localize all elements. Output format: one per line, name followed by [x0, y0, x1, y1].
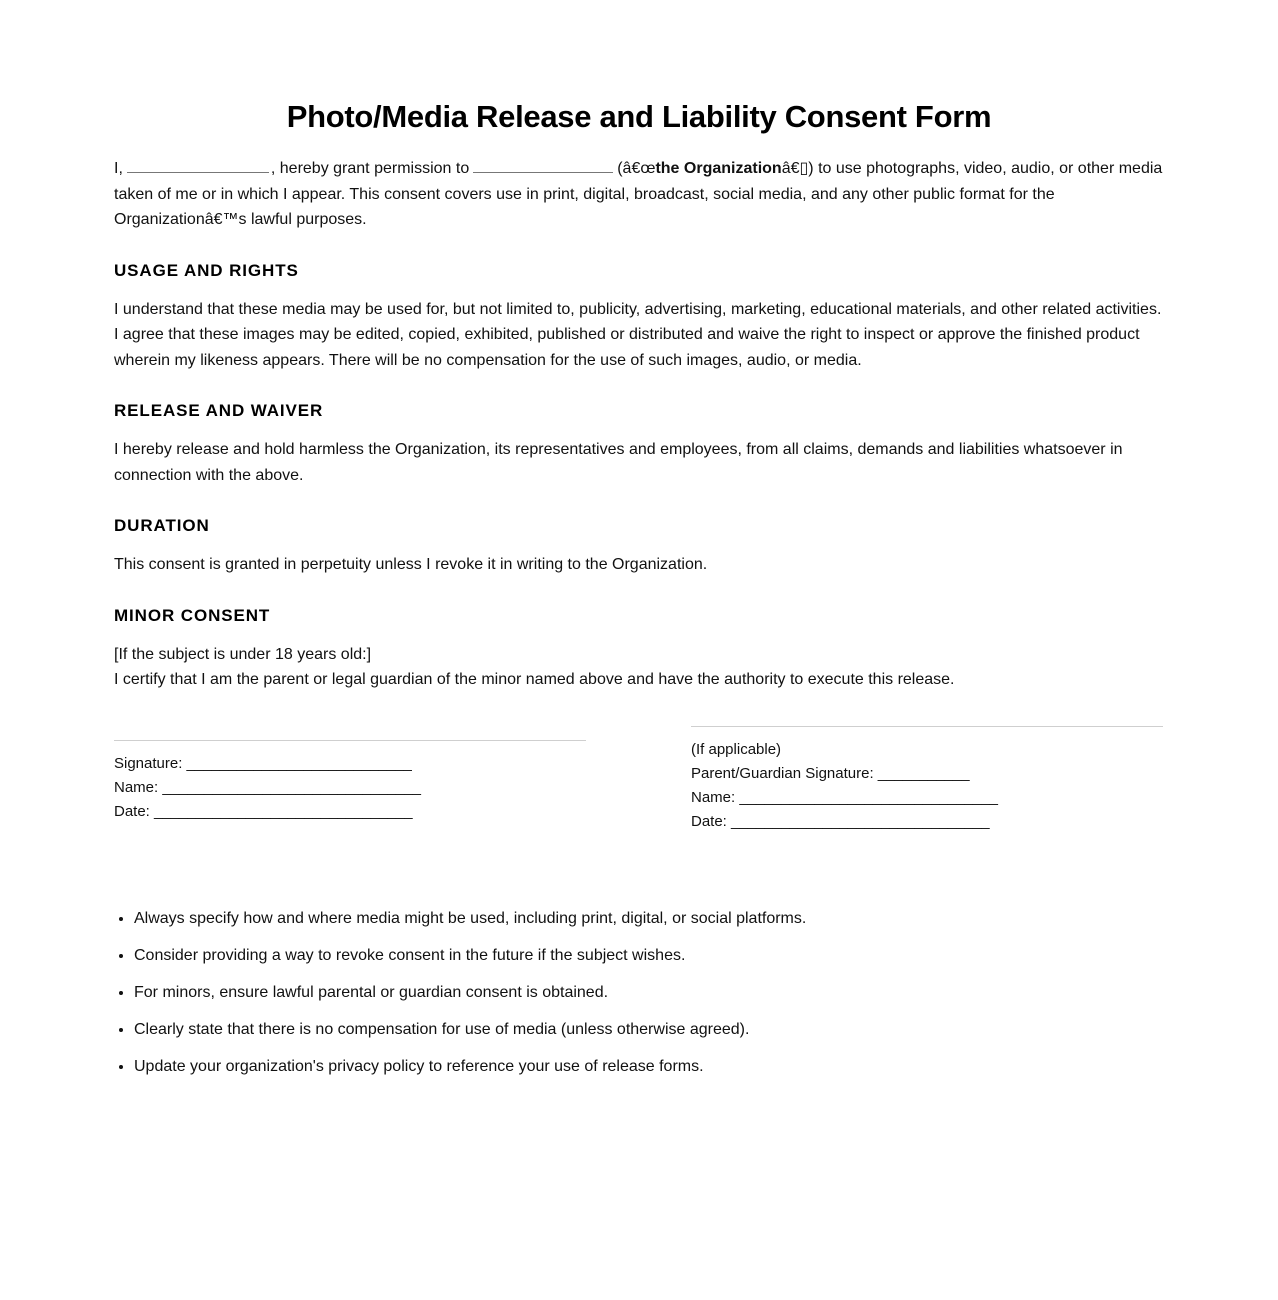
- guardian-name-field[interactable]: Name: _______________________________: [691, 788, 998, 806]
- intro-rest: ) to use photographs, video, audio, or other media taken of me or in which I appear. This consent covers use in print, digital, broadcast, social media, and any other public format for the Organizationâ€™s lawful purposes.: [114, 160, 1163, 228]
- section-heading: DURATION: [114, 516, 210, 535]
- minor-consent-certification: I certify that I am the parent or legal guardian of the minor named above and have the authority to execute this release.: [114, 671, 955, 688]
- intro-prefix: I,: [114, 160, 123, 177]
- intro-paragraph: [114, 156, 1164, 233]
- list-item: • Always specify how and where media might be used, including print, digital, or social platforms.: [134, 908, 1164, 930]
- section-text: This consent is granted in perpetuity unless I revoke it in writing to the Organization.: [114, 556, 708, 573]
- section-text: I understand that these media may be used for, but not limited to, publicity, advertising, marketing, educational materials, and other related activities. I agree that these images may be edited, copied, exhibited, published or distributed and waive the right to inspect or approve the finished product wherein my likeness appears. There will be no compensation for the use of such images, audio, or media.: [114, 300, 1162, 369]
- intro-middle: , hereby grant permission to: [270, 160, 470, 177]
- duration-section: [114, 515, 1164, 578]
- usage-and-rights-section: [114, 260, 1164, 374]
- minor-consent-condition: [If the subject is under 18 years old:]: [114, 645, 372, 663]
- release-and-waiver-section: [114, 400, 1164, 488]
- signature-divider: [114, 740, 586, 741]
- subject-signature-block: [114, 740, 586, 824]
- organization-name-blank[interactable]: [473, 157, 613, 173]
- list-item: • Consider providing a way to revoke consent in the future if the subject wishes.: [134, 945, 1164, 967]
- list-item: • For minors, ensure lawful parental or guardian consent is obtained.: [134, 982, 1164, 1004]
- section-heading: MINOR CONSENT: [114, 605, 271, 625]
- section-heading: RELEASE AND WAIVER: [114, 401, 324, 420]
- guardian-signature-block: [691, 726, 1163, 834]
- signature-area: [114, 726, 1164, 876]
- section-heading: USAGE AND RIGHTS: [114, 260, 299, 280]
- section-text: I hereby release and hold harmless the Organization, its representatives and employees, from all claims, demands and liabilities whatsoever in connection with the above.: [114, 441, 1123, 484]
- guardian-date-field[interactable]: Date: _______________________________: [691, 812, 990, 830]
- intro-quote-close: â€▯: [781, 160, 809, 177]
- intro-quote-open: (â€œ: [617, 160, 656, 177]
- minor-consent-section: [114, 605, 1164, 693]
- if-applicable-note: (If applicable): [691, 740, 782, 758]
- signature-divider: [691, 726, 1163, 727]
- guardian-signature-field[interactable]: Parent/Guardian Signature: ___________: [691, 764, 970, 782]
- organization-term: the Organization: [655, 160, 782, 177]
- name-field[interactable]: Name: _______________________________: [114, 778, 421, 796]
- tips-list: [114, 908, 1164, 1078]
- form-content: [114, 96, 1164, 1093]
- date-field[interactable]: Date: _______________________________: [114, 802, 413, 820]
- signature-field[interactable]: Signature: ___________________________: [114, 754, 412, 772]
- page-title: Photo/Media Release and Liability Consent Form: [286, 99, 992, 134]
- list-item: • Clearly state that there is no compensation for use of media (unless otherwise agreed).: [134, 1019, 1164, 1041]
- participant-name-blank[interactable]: [127, 157, 269, 173]
- list-item: • Update your organization's privacy policy to reference your use of release forms.: [134, 1056, 1164, 1078]
